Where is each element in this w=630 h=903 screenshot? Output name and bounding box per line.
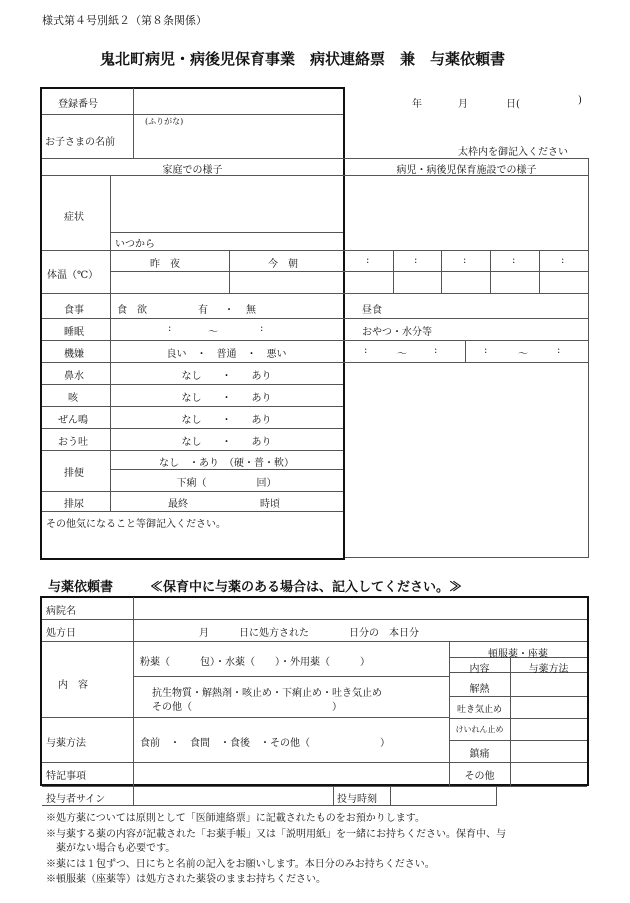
wheezing-options: なし ・ あり (181, 415, 272, 426)
contents-label: 内 容 (58, 680, 88, 691)
meal-dot: ・ (224, 305, 234, 316)
mood-colon: : (364, 345, 368, 356)
medicine-other: その他（ ） (152, 702, 342, 713)
urine-time: 時頃 (260, 499, 280, 510)
temp-colon: : (561, 255, 565, 266)
notes-label: 特記事項 (46, 771, 86, 782)
footnote: 薬がない場合も必要です。 (46, 843, 176, 854)
meal-yes: 有 (198, 305, 208, 316)
urine-last: 最終 (168, 499, 188, 510)
medication-heading: 与薬依頼書 (48, 580, 114, 595)
footnote: ※頓服薬（座薬等）は処方された薬袋のままお持ちください。 (46, 874, 326, 885)
vomiting-options: なし ・ あり (181, 437, 272, 448)
day-close: ) (578, 95, 582, 106)
anticonvulsant-label: けいれん止め (455, 725, 504, 734)
runny-nose-label: 鼻水 (64, 371, 84, 382)
meal-label: 食事 (64, 305, 84, 316)
other-note: その他気になること等御記入ください。 (46, 519, 226, 530)
medicine-forms: 粉薬（ 包）・水薬（ ）・外用薬（ ） (140, 657, 370, 668)
mood-colon: : (484, 345, 488, 356)
appetite-label: 食 欲 (117, 305, 147, 316)
snack-label: おやつ・水分等 (362, 327, 432, 338)
other-medicine-label: その他 (464, 771, 495, 782)
wheezing-label: ぜん鳴 (58, 415, 88, 426)
furigana-label: (ふりがな) (145, 117, 184, 126)
mood-colon: : (557, 345, 561, 356)
urine-label: 排尿 (64, 499, 84, 510)
fever-label: 解熱 (469, 684, 490, 695)
mood-label: 機嫌 (64, 349, 84, 360)
registration-label: 登録番号 (58, 99, 98, 110)
prescription-text: 月 日に処方された 日分の 本日分 (199, 628, 419, 639)
mood-tilde: 〜 (518, 349, 528, 360)
mood-tilde: 〜 (397, 349, 407, 360)
stool-label: 排便 (64, 468, 84, 479)
sleep-colon: : (260, 323, 264, 334)
as-needed-method: 与薬方法 (528, 664, 569, 675)
diarrhea-count: 下痢（ 回） (176, 478, 277, 489)
cough-options: なし ・ あり (181, 393, 272, 404)
antiemetic-label: 吐き気止め (456, 705, 502, 715)
medication-timing: 食前 ・ 食間 ・食後 ・その他（ ） (140, 738, 390, 749)
as-needed-header: 頓服薬・座薬 (488, 649, 548, 660)
child-name-label: お子さまの名前 (45, 137, 115, 148)
footnote: ※薬には１包ずつ、日にちと名前の記入をお願いします。本日分のみお持ちください。 (46, 859, 435, 870)
since-label: いつから (115, 239, 155, 250)
temp-colon: : (463, 255, 467, 266)
symptoms-label: 症状 (64, 212, 84, 223)
day-label: 日( (506, 99, 520, 110)
year-label: 年 (412, 99, 422, 110)
meal-no: 無 (246, 305, 256, 316)
sleep-colon: : (168, 323, 172, 334)
temp-colon: : (512, 255, 516, 266)
month-label: 月 (458, 99, 468, 110)
signer-label: 投与者サイン (46, 794, 106, 805)
sleep-tilde: 〜 (208, 327, 218, 338)
footnote: ※処方薬については原則として「医師連絡票」に記載されたものをお預かりします。 (46, 813, 425, 824)
temp-colon: : (366, 255, 370, 266)
instruction-text: 太枠内を御記入ください (458, 147, 568, 158)
mood-colon: : (434, 345, 438, 356)
footnote: ※与薬する薬の内容が記載された「お薬手帳」又は「説明用紙」を一緒にお持ちください。保育中、与 (46, 829, 506, 840)
time-label: 投与時刻 (337, 794, 377, 805)
this-morning-label: 今 朝 (268, 259, 298, 270)
as-needed-content: 内容 (469, 664, 490, 675)
runny-nose-options: なし ・ あり (181, 371, 272, 382)
stool-options: なし ・あり （硬・普・軟） (159, 458, 294, 469)
method-label: 与薬方法 (46, 738, 86, 749)
painkiller-label: 鎮痛 (469, 749, 490, 760)
vomiting-label: おう吐 (58, 437, 88, 448)
prescription-date-label: 処方日 (46, 628, 76, 639)
section-facility: 病児・病後児保育施設での様子 (396, 165, 537, 176)
cough-label: 咳 (68, 393, 78, 404)
temp-colon: : (414, 255, 418, 266)
form-number: 様式第４号別紙２（第８条関係） (42, 14, 207, 27)
lunch-label: 昼食 (362, 305, 382, 316)
medication-heading-note: ≪保育中に与薬のある場合は、記入してください。≫ (150, 580, 463, 595)
sleep-label: 睡眠 (64, 327, 84, 338)
mood-options: 良い ・ 普通 ・ 悪い (166, 349, 287, 360)
hospital-label: 病院名 (46, 606, 76, 617)
temperature-label: 体温（℃） (47, 270, 99, 281)
page-title: 鬼北町病児・病後児保育事業 病状連絡票 兼 与薬依頼書 (100, 50, 506, 68)
last-night-label: 昨 夜 (150, 259, 180, 270)
section-home: 家庭での様子 (162, 165, 223, 176)
medicine-types: 抗生物質・解熱剤・咳止め・下痢止め・吐き気止め (152, 688, 382, 699)
